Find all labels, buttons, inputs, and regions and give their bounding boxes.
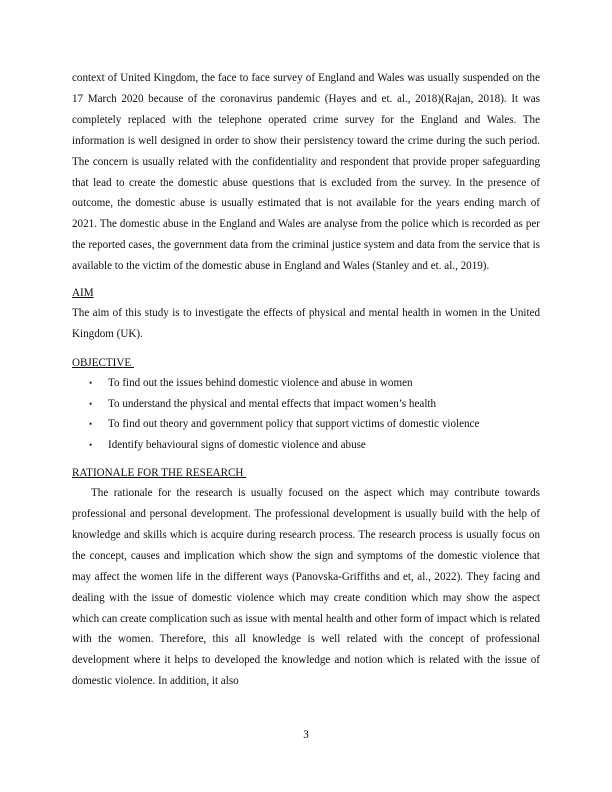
objective-item-text: To find out theory and government policy that support victims of domestic violence [108,418,480,431]
aim-heading: AIM [72,287,94,300]
bullet-icon: • [89,440,93,451]
objective-item-text: Identify behavioural signs of domestic violence and abuse [108,439,366,452]
objective-heading: OBJECTIVE [72,356,134,369]
objective-item [72,414,540,435]
bullet-icon: • [89,377,93,388]
rationale-paragraph: The rationale for the research is usually focused on the aspect which may contribute towards professional and personal development. The professional development is usually build with the help of knowledge and skills which is acquire during research process. The research process is usually focus on the concept, causes and implication which show the sign and symptoms of the domestic violence that may affect the women life in the different ways (Panovska-Griffiths and et, al., 2022). They facing and dealing with the issue of domestic violence which may create condition which may show the aspect which can create complication such as issue with mental health and other form of impact which is related with the women. Therefore, this all knowledge is well related with the concept of professional development where it helps to developed the knowledge and notion which is related with the issue of domestic violence. In addition, it also [72,487,540,688]
objective-item [72,394,540,415]
objective-item [72,373,540,394]
objective-list [72,373,540,456]
intro-paragraph: context of United Kingdom, the face to face survey of England and Wales was usually suspended on the 17 March 2020 because of the coronavirus pandemic (Hayes and et. al., 2018)(Rajan, 2018). It was completely replaced with the telephone operated crime survey for the England and Wales. The information is well designed in order to show their persistency toward the crime during the such period. The concern is usually related with the confidentiality and respondent that provide proper safeguarding that lead to create the domestic abuse questions that is excluded from the survey. In the presence of outcome, the domestic abuse is usually estimated that is not available for the years ending march of 2021. The domestic abuse in the England and Wales are analyse from the police which is recorded as per the reported cases, the government data from the criminal justice system and data from the service that is available to the victim of the domestic abuse in England and Wales (Stanley and et. al., 2019). [72,72,540,273]
bullet-icon: • [89,419,93,430]
objective-item-text: To understand the physical and mental effects that impact women’s health [108,397,437,410]
objective-item [72,435,540,456]
page-number: 3 [303,729,309,741]
bullet-icon: • [89,398,93,409]
document-page [72,68,540,692]
rationale-heading: RATIONALE FOR THE RESEARCH [72,467,247,480]
objective-item-text: To find out the issues behind domestic violence and abuse in women [108,376,413,389]
aim-paragraph: The aim of this study is to investigate the effects of physical and mental health in women in the United Kingdom (UK). [72,307,540,340]
